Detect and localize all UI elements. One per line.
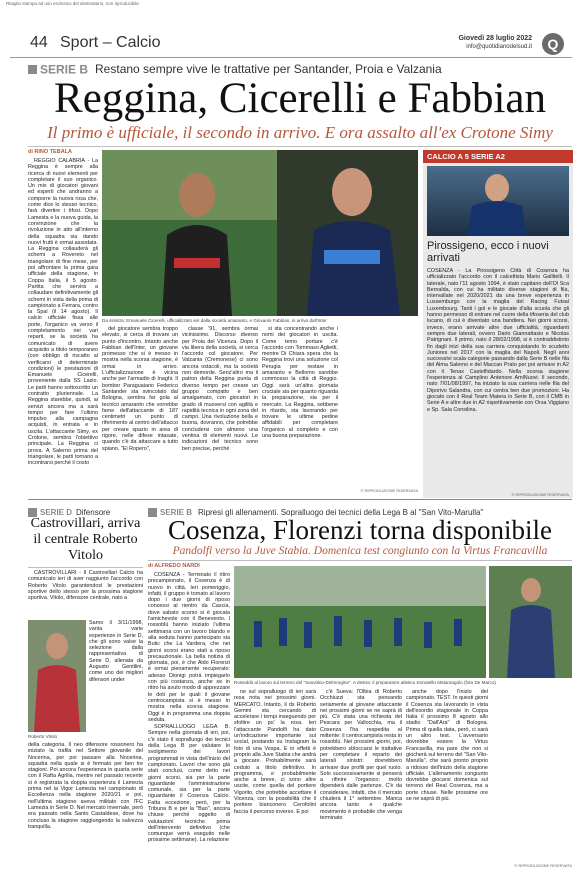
- castro-body-wrap: [89, 620, 143, 738]
- castro-body-top-text: CASTROVILLARI - Il Castrovillari Calcio ha comunicato ieri di aver raggiunto l'accordo con Roberto Vitolo garantendosi le prestazioni sportive dello stesso per la prossima stagione sportiva. Vitolo, difensore centrale, nato a: [28, 570, 143, 602]
- cosenza-col3: [320, 689, 402, 869]
- main-headline: Reggina, Cicerelli e Fabbian: [54, 75, 546, 122]
- section-rule: [28, 499, 572, 500]
- cosenza-photo-team-svg: [234, 566, 486, 678]
- sidebar-box: [423, 150, 573, 498]
- main-photo-caption: Da sinistra: Emanuele Cicerelli, ufficializzato ieri dalla società amaranto, e Giovanni Fabbian, in arrivo dall'Inter: [102, 318, 327, 323]
- castro-rule: [28, 567, 143, 568]
- main-photo: [102, 150, 418, 316]
- sidebar-photo: [427, 166, 569, 236]
- sidebar-body: [427, 268, 569, 490]
- sidebar-headline: Pirossigeno, ecco i nuovi arrivati: [427, 240, 549, 264]
- header-site: info@quotidianodelsud.it: [466, 44, 532, 50]
- cosenza-col1-text: COSENZA - Terminato il ritiro precampionato, il Cosenza è di nuovo in città. Ieri pomeriggio, infatti, il gruppo è tornato al lavoro dopo i due giorni di riposo concessi al rientro da Cascia, dove sabato scorso si è giocata l'amichevole con il Benevento. I rossoblù hanno iniziato l'ultima settimana con un lavoro blando e alla seduta hanno partecipato sia Butic che La Vardera, che nei giorni scorsi erano stati a riposo precauzionale. La bella notizia di giornata, poi, è che Aldo Florenzi è ormai pienamente recuperato: adesso Dionigi potrà impiegarlo con più costanza, anche se in ritiro ha avuto modo di apprezzare le doti per le quali il giovane centrocampista si è messo in mostra nella scorsa stagione. Oggi è in programma una doppia seduta.: [148, 572, 230, 723]
- main-reserved: © RIPRODUZIONE RISERVATA: [360, 488, 418, 493]
- header-date: Giovedì 28 luglio 2022: [458, 35, 532, 42]
- main-col3: [182, 326, 258, 494]
- cosenza-byline: di ALFREDO NARDI: [148, 563, 200, 569]
- cosenza-col1b-text: SOPRALLUOGO LEGA B. Sempre nella giornata di ieri, poi, c'è stato il sopralluogo dei tecnici della Lega B per valutare lo svolgimento dei lavori programmati in vista dell'inizio del campionato. Lavori che sono già stati conclusi, come detto nei giorni scorsi, sia per la parte riguardante l'amministrazione comunale, sia per la parte riguardante il Cosenza Calcio. Fatta eccezione, però, per la Tribuna B e per la "Bao", ancora chiuse perché oggetto di valutazioni tecniche prima dell'intervento definitivo (che comunque verrà eseguito nelle prossime settimane). La relazione: [148, 724, 230, 844]
- cosenza-photo-coach: [489, 566, 572, 678]
- main-byline: di RINO TEBALA: [28, 149, 72, 155]
- castro-body-top: [28, 570, 143, 620]
- sidebar-kicker: CALCIO A 5 SERIE A2: [423, 150, 573, 163]
- castro-kicker-text: Difensore: [76, 507, 111, 517]
- kicker-square-icon: [28, 65, 37, 74]
- main-col1: [28, 158, 98, 494]
- cosenza-reserved: © RIPRODUZIONE RISERVATA: [514, 863, 572, 868]
- cosenza-col3-text: c'è Sueva: l'Olbia di Roberto Occhiuzzi sta pensando seriamente al giovane attaccante nei prossimi giorni se ne saprà di più. C'è stata una richiesta del Pescara per Vallocchia, ma il Cosenza l'ha respedita al mittente: il centrocampista resta in rossoblù. Nei prossimi giorni, poi, potrebbero sbloccarsi le trattative per completare il reparto dei laterali sinistri: dovrebbero arrivare due profili per quel ruolo. Solo successivamente si penserà a rifinire l'organico: molto dipenderà dalle partenze. C'è da considerare, infatti, che il mercato chiuderà il 1° settembre. Manca ancora tanto e qualche movimento è probabile che venga terminato: [320, 689, 402, 821]
- section-title: Sport – Calcio: [60, 34, 161, 51]
- main-col2: [102, 326, 178, 494]
- header-rule: [10, 57, 572, 58]
- cosenza-photo-caption: Rossoblù al lavoro sul terreno del "Sanvitino-Delmorgine". A destra: il preparatore atletico Donatello Matarangolo (foto De Marco): [234, 680, 496, 685]
- cosenza-photo-team: [234, 566, 486, 678]
- main-col4-text: si sta concentrando anche i nomi dei giocatori in uscita. Come temo portare c'è l'accordo con Tommaso Aglietti, mentre Di Chiara spera che la Reggina trovi una soluzione col Perugia per restare in amaranto e Bellomo sarebbe commosso la città di Reggio. Oggi sarà un'altra giornata cruciale sia per quanto riguarda la preparazione, sia per il mercato. La Reggina, sebbene in ritardo, sta lavorando per trovare le ultime pedine affidabili per completare l'organico al completo e con una buona preparazione.: [262, 326, 338, 440]
- sidebar-reserved: © RIPRODUZIONE RISERVATA: [511, 492, 569, 497]
- sidebar-body-text: COSENZA - La Pirossigeno Città di Cosenza ha ufficializzato l'accordo con il calcettista Mario Gallitelli. Il laterale, nato l'11 agosto 1994, è stato capitano dell'Ol Sca Bernalda, con cui ha militato diverse stagioni di fila, intervallate nel 2020/2021 da una breve esperienza in Lussemburgo con la maglia del Racing Futsal Luxembourg. Tanti i gol e le giocate d'alta scuola che gli hanno permesso di entrare nel cuore della tifoseria del club lucano, di cui è diventato una bandiera. Nei giorni scorsi, invece, erano arrivate altre due ufficialità, riguardanti sempre due laterali, ovvero Dario Giannattasio e Nicolas Patrignani. Il primo, nato il 28/02/1998, si è contraddistinto fin dagli inizi della sua carriera conquistando lo scudetto Juniores nel 2017 con la maglia del Napoli. Negli anni successivi scala categorie passando dalla Serie B nelle fila del Alma Salerno e del Maccan Prato per poi arrivare in A2 con il Tenax Castelfidardo. Nella scorsa stagione l'esperienza al Camplino Antenore AmiNuovi. Il secondo, nato 7/01/08/1997, ha iniziato la sua carriera nelle fila del Diporivo Salandra, con cui centra ben due promozioni. Ha giocato con il Real Team Matera in Serie B, con il CMB in Serie A e altre due in A2 rispettivamente con Orsa Viggiano e Sp. Sala Consilina.: [427, 268, 569, 413]
- page-number: 44: [30, 34, 48, 51]
- kicker-label: SERIE B: [40, 62, 89, 77]
- sidebar-photo-svg: [427, 166, 569, 236]
- cosenza-photo-coach-svg: [489, 566, 572, 678]
- castro-body-bottom: [28, 742, 143, 870]
- cosenza-col4: [406, 689, 488, 861]
- main-col5: [342, 326, 418, 486]
- castro-photo-svg: [28, 620, 86, 732]
- main-subheadline: Il primo è ufficiale, il secondo in arrivo. E ora assalto all'ex Crotone Simy: [47, 123, 553, 142]
- cosenza-col1: [148, 572, 230, 868]
- cosenza-kicker-label: SERIE B: [160, 507, 193, 517]
- cosenza-col2: [234, 689, 316, 869]
- cosenza-col5: [492, 689, 572, 861]
- cosenza-rule: [148, 560, 572, 561]
- castro-body-bottom-text: della categoria. Il neo difensore rossonero ha iniziato la trafila nel Settore giovanile del Nocerina, per poi passare alla Nocerina, squadra nella quale si è fermato per ben tre stagioni. Poi ancora l'esperienza in quarta serie con il Rafta Agrilia, mentre nel passato recente si è registrata la doppia esperienza il Lamezia prima nel la Vigor Lamezia nel campionato di Eccellenza nella stagione 2020/21 e poi, nell'ultima stagione aveva militato con l'FC Lamezia in Serie D. Nel mercato invernale, però era passato nella Santo Castaldese, dove ha concluso la stagione raggiungendo la salvezza tranquilla.: [28, 742, 143, 830]
- cosenza-col2-text: ne sul sopralluogo di ieri sarà resa nota nei prossimi giorni. MERCATO. Intanto, il ds Roberto Gemmi sta cercando di accelerare i tempi inseguendo per sfoltire un po' la rosa. Ieri l'attaccante Pandolfi ha dato un'indicazione importante sui social, postando su Instagram la foto di una Vespa. E in effetti è proprio alla Juve Stabia che andrà a giocare. Probabilmente sarà ceduto a titolo definitivo. In programma, e probabilmente anche a breve, ci sono altre uscite, come quella del portiere Vigorito, che potrebbe accettare il Vicenza, con la possibilità che il portiere bianconero Cerofolini faccia il percorso inverso. E poi: [234, 689, 316, 815]
- kicker-text: Restano sempre vive le trattative per Santander, Proia e Valzania: [95, 62, 442, 77]
- cosenza-kicker-text: Ripresi gli allenamenti. Sopralluogo dei tecnici della Lega B al "San Vito-Marulla": [198, 507, 484, 517]
- top-notice: Ritaglio stampa ad uso esclusivo del destinatario, non riproducibile: [6, 1, 139, 6]
- main-col4: [262, 326, 338, 494]
- main-col3-text: classe '91, sembra ormai vicinissimo. Discorso diverso per Proia del Vicenza. Dopo il via libera della società, si cerca l'accordo col giocatore. Per Valzania (Cremonese) ci sono ancora ostacoli, ma la società non demorde. Senz'altro ma il patron della Reggina punta di diverso tempo per creare un gruppo compatto e ben amalgamato, con giocatori in grado di muoversi con agilità e rapidità tecnica in ogni zona del campo. Una rivoluzione bella e buona, dovranno, che potrebbe concludersi con almeno una ventina di elementi nuovi. Le indicazioni del tecnico sono ben precise, perché: [182, 326, 258, 452]
- logo-q-icon: Q: [542, 33, 564, 55]
- castro-headline: Castrovillari, arriva il centrale Roberto Vitolo: [30, 516, 141, 563]
- main-col2-text: del giocatore sembra troppo elevato, si cerca di trovare un punto d'incontro. Intanto anche Fabbian dell'Inter, un giovane promesso che si è messo in mostra nella scorsa stagione, è ormai in arrivo. L'ufficializzazione è vicina anche per l'armadio di Inaghi. Il bomber Paraguaiano Federico Santander sta svincolato dal Bologna, sembra far gola al tecnico amaranto che vorrebbe farne dell'attaccante di 187 centimetri un punto di riferimento al centro dell'attacco per creare spazio in area di rigore, nelle difese intasate, quando c'è da attaccare a tutto spiano. "El Ropero",: [102, 326, 178, 452]
- cosenza-headline: Cosenza, Florenzi torna disponibile: [168, 515, 552, 545]
- main-photo-svg: [102, 150, 418, 316]
- castro-kicker-label: SERIE D: [40, 507, 73, 517]
- main-col1-text: REGGIO CALABRIA - La Reggina è sempre alla ricerca di nuovi elementi per completare il suo organico. Un mix di giocatori giovani ed esperti che andranno a comporre la nuova rosa che, come dice lo stesso tecnico, farà divertire i tifosi. Dopo Lamesta e la nuova guida, la convinzione che la rivoluzione in atto all'interno della squadra sia dando nuovi frutti è ormai assodata. La Reggina collauderà gli schemi a Rovereto nel triangolare di fine mese, per poi affrontare la prima gara ufficiale della stagione, in Coppa Italia, il 5 agosto. Partita che servirà a collaudare definitivamente gli schemi in vista della prima di campionato a Ferrara, contro la Spal (il 14 agosto). Il calcio ufficiale fissa alle porte, l'organico va verso il completamento nei vari reparti, se la società ha comunicato di avere acquisito a titolo temporaneo (con obbligo di riscatto al verificarsi di determinate condizioni) le prestazioni di Emanuele Cicerelli, proveniente dalla SS Lazio. Le parti hanno sottoscritto un contratto pluriennale. La Reggina starebbe, quindi, ai servizi ancora ma a sarà tempo per fare l'ultimo impulso alla campagna acquisti, in entrata e in uscita. L'attaccante Simy, ex Crotone, sembra l'obiettivo principale. La Reggina ci prova. A Salerno prima del triangolare, le parti tornano a incontrarsi perché il costo: [28, 158, 98, 467]
- castro-photo-caption: Roberto Vitolo: [28, 734, 58, 739]
- castro-body-wrap-text: Sarno il 3/11/1998, vanta varie esperienze in Serie D, che gli sono valse la selezione dalla rappresentativa di Serie D, allenata da Augusto Gentilini, come uno dei migliori difensori under: [89, 620, 143, 683]
- main-rule: [28, 146, 572, 147]
- cosenza-subheadline: Pandolfi verso la Juve Stabia. Domenica test congiunto con la Virtus Francavilla: [172, 545, 548, 557]
- castro-photo: [28, 620, 86, 732]
- page-header: [10, 34, 572, 56]
- cosenza-col4-text: anche dopo l'inizio del campionato. TEST. In questi giorni il Cosenza sta lavorando in vista dell'esordio stagionale in Coppa Italia il prossimo 8 agosto allo stadio "Dall'Ara" di Bologna. Prima di quella data, però, ci sarà un altro test. L'avversario dovrebbe essere la Virtus Francavilla, ma pare che non si giocherà sul terreno del "San Vito-Marulla", che sarà pronto proprio a ridosso dell'inizio della stagione ufficiale. L'allenamento congiunto dovrebbe giocarsi domenica sul terreno del Real Cosenza, ma a porte chiuse. Nelle prossime ore se ne saprà di più.: [406, 689, 488, 803]
